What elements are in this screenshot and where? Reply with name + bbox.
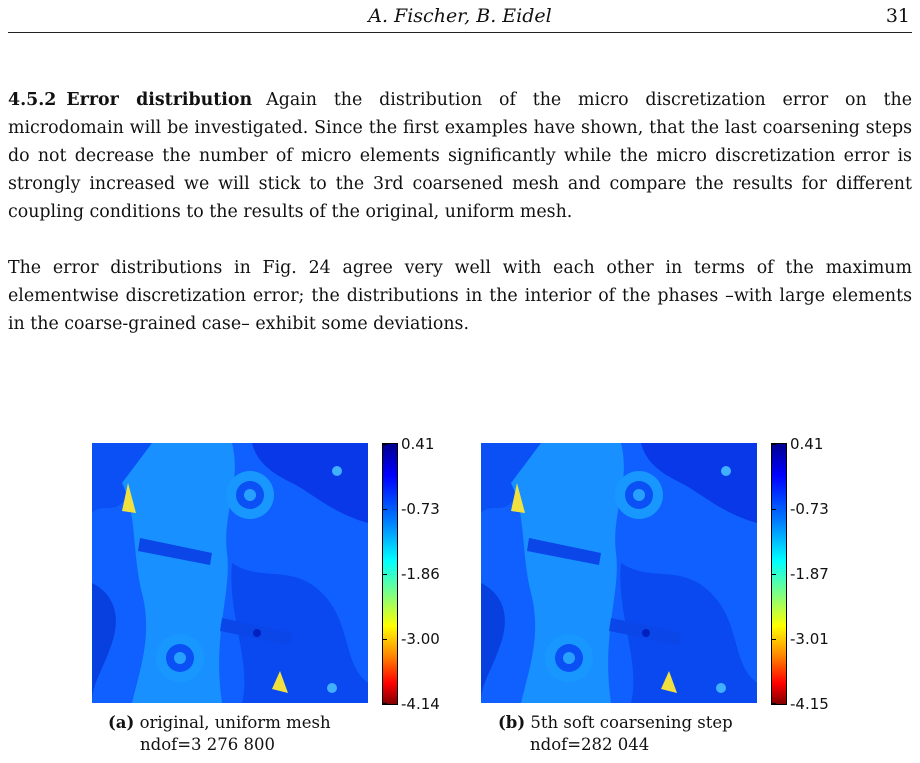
colorbar-a	[382, 443, 398, 705]
colorbar-b-tick-4: -3.01	[790, 630, 829, 648]
caption-a-line2: ndof=3 276 800	[140, 735, 276, 754]
caption-b-tag: (b)	[498, 713, 526, 732]
paragraph-figure-discussion: The error distributions in Fig. 24 agree very well with each other in terms of the maximum elementwise discretization error; the distributions in the interior of the phases –with large elements in the coarse-grained case– exhibit some deviations.	[8, 258, 912, 334]
section-number: 4.5.2	[8, 90, 57, 110]
colorbar-a-tick-4: -3.00	[401, 630, 440, 648]
colorbar-b-tick-2: -0.73	[790, 500, 829, 518]
paragraph-intro	[8, 86, 912, 226]
caption-b-line2: ndof=282 044	[530, 735, 650, 754]
colorbar-b	[771, 443, 787, 705]
caption-b-line1: 5th soft coarsening step	[530, 713, 733, 732]
colorbar-a-tick-5: -4.14	[401, 695, 440, 713]
section-title: Error distribution	[66, 90, 253, 110]
caption-b	[498, 712, 733, 756]
page-header	[8, 0, 912, 33]
colorbar-a-tick-3: -1.86	[401, 565, 440, 583]
error-distribution-plot-a	[92, 443, 368, 703]
caption-a	[108, 712, 331, 756]
caption-a-tag: (a)	[108, 713, 135, 732]
colorbar-b-tick-5: -4.15	[790, 695, 829, 713]
caption-a-line1: original, uniform mesh	[139, 713, 331, 732]
colorbar-b-tick-1: 0.41	[790, 435, 824, 453]
colorbar-b-tick-3: -1.87	[790, 565, 829, 583]
error-distribution-plot-b	[481, 443, 757, 703]
colorbar-a-tick-1: 0.41	[401, 435, 435, 453]
colorbar-a-tick-2: -0.73	[401, 500, 440, 518]
running-head-authors: A. Fischer, B. Eidel	[368, 5, 552, 27]
page-number: 31	[885, 5, 910, 27]
paragraph-1-text: Again the distribution of the micro discretization error on the microdomain will be investigated. Since the first examples have shown, that the last coarsening steps do not decrease the number of micro elements significantly while the micro discretization error is strongly increased we will stick to the 3rd coarsened mesh and compare the results for different coupling conditions to the results of the original, uniform mesh.	[8, 90, 913, 222]
